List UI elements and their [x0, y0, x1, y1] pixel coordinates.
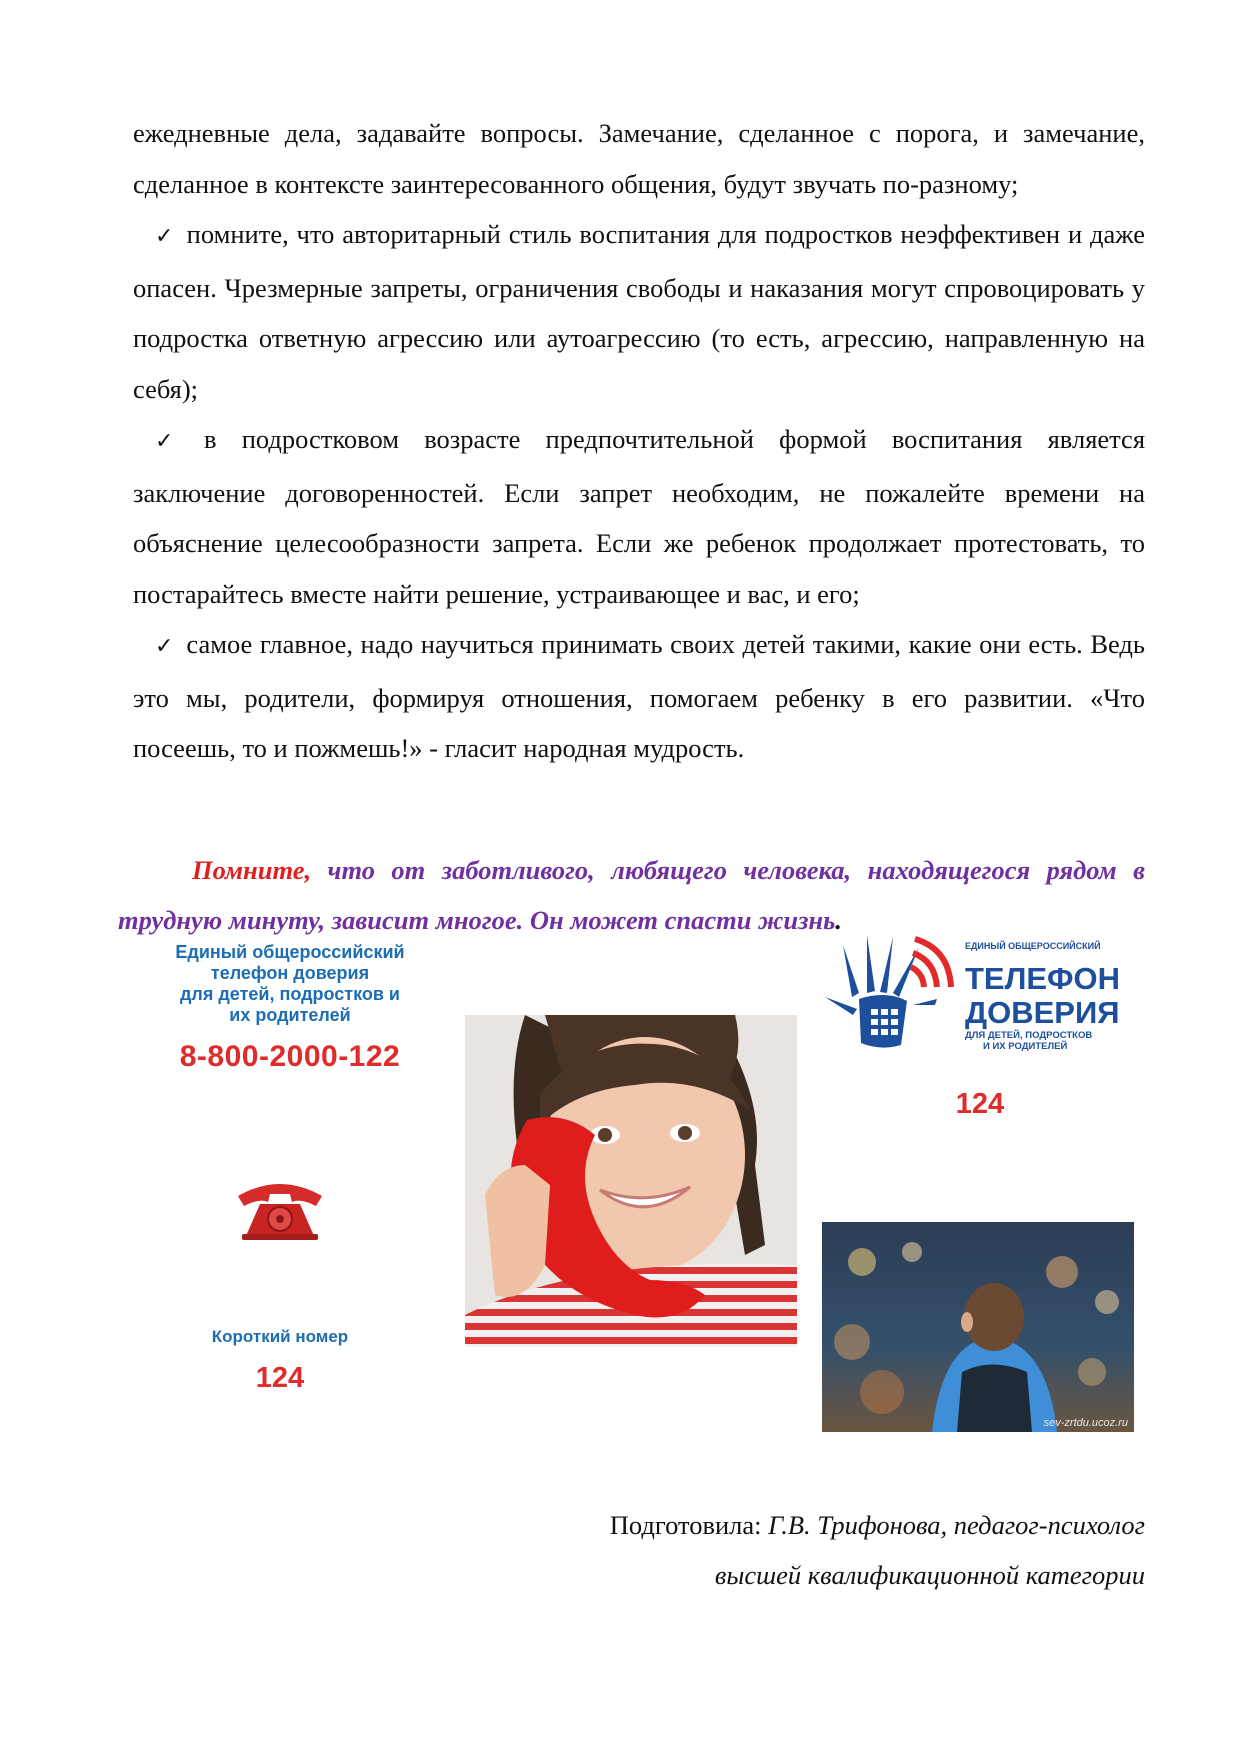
remember-end: . — [835, 905, 842, 935]
boy-with-backpack-photo — [822, 1222, 1134, 1432]
red-telephone-icon — [230, 1176, 330, 1242]
remember-text: что от заботливого, любящего человека, находящегося рядом в трудную минуту, зависит многое. Он может спасти жизнь — [118, 854, 1145, 935]
checkmark-icon: ✓ — [155, 429, 193, 454]
logo-short-number: 124 — [955, 1088, 1005, 1120]
bullet-authoritarian — [133, 209, 1145, 414]
logo-line2: ДОВЕРИЯ — [965, 995, 1120, 1030]
short-number-value: 124 — [255, 1362, 305, 1394]
bullet-acceptance — [133, 619, 1145, 774]
bullet-agreements-text: в подростковом возрасте предпочтительной формой воспитания является заключение договоренностей. Если запрет необходим, не пожалейте времени на объяснение целесообразности запрета. Если же ребенок продолжает протестовать, то постарайтесь вместе найти решение, устраивающее и вас, и его; — [133, 424, 1146, 609]
logo-line1: ТЕЛЕФОН — [965, 961, 1120, 996]
short-number-label: Короткий номер — [211, 1327, 349, 1346]
helpline-title-3: для детей, подростков и — [180, 984, 400, 1004]
body-text — [133, 108, 1145, 774]
remember-lead: Помните, — [192, 854, 312, 885]
bullet-agreements — [133, 414, 1145, 619]
signature-line-2: высшей квалификационной категории — [714, 1560, 1145, 1590]
bullet-authoritarian-text: помните, что авторитарный стиль воспитания для подростков неэффективен и даже опасен. Чрезмерные запреты, ограничения свободы и наказания могут спровоцировать у подростка ответную агрессию или аутоагрессию (то есть, агрессию, направленную на себя); — [133, 219, 1145, 404]
helpline-promo — [120, 942, 460, 1074]
signature-name: Г.В. Трифонова, педагог-психолог — [768, 1510, 1145, 1540]
checkmark-icon: ✓ — [155, 224, 175, 249]
helpline-logo — [825, 935, 1135, 1055]
logo-sub1: ДЛЯ ДЕТЕЙ, ПОДРОСТКОВ — [965, 1030, 1093, 1041]
helpline-title-1: Единый общероссийский — [175, 942, 405, 962]
girl-on-phone-photo — [465, 1015, 797, 1347]
checkmark-icon: ✓ — [155, 634, 175, 659]
helpline-title-2: телефон доверия — [210, 963, 370, 983]
signature-prefix: Подготовила: — [609, 1510, 769, 1540]
signature-line-1 — [400, 1500, 1145, 1550]
photo-watermark: sev-zrtdu.ucoz.ru — [1043, 1417, 1128, 1429]
helpline-title-4: их родителей — [229, 1005, 351, 1025]
helpline-phone-number: 8-800-2000-122 — [179, 1040, 401, 1073]
logo-sub2: И ИХ РОДИТЕЛЕЙ — [983, 1041, 1068, 1052]
bullet-acceptance-text: самое главное, надо научиться принимать своих детей такими, какие они есть. Ведь это мы, родители, формируя отношения, помогаем ребенку в его развитии. «Что посеешь, то и пожмешь!» - гласит народная мудрость. — [133, 629, 1146, 763]
logo-top-text: ЕДИНЫЙ ОБЩЕРОССИЙСКИЙ — [965, 941, 1101, 951]
remember-callout — [118, 845, 1145, 946]
paragraph-daily-affairs: ежедневные дела, задавайте вопросы. Замечание, сделанное с порога, и замечание, сделанное в контексте заинтересованного общения, будут звучать по-разному; — [133, 118, 1145, 199]
signature — [400, 1500, 1145, 1600]
